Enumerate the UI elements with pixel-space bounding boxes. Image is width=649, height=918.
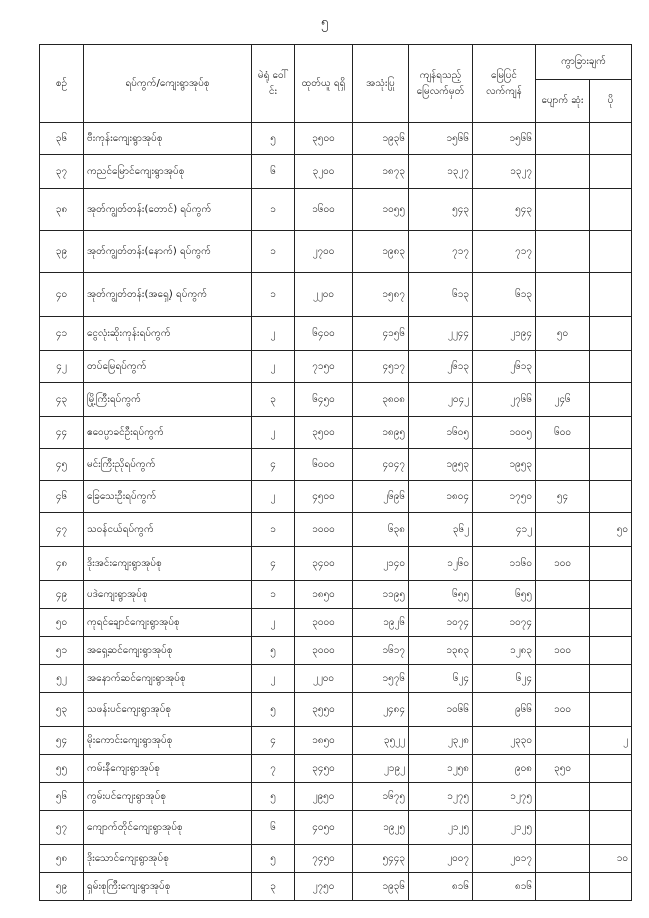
cell-name: ကွမ်းပင်ကျေးရွာအုပ်စု (84, 783, 252, 811)
cell-households: ၂ (252, 665, 295, 693)
table-row (40, 317, 632, 351)
cell-less: ၆၀၀ (536, 417, 590, 449)
cell-less (536, 845, 590, 873)
cell-more: ၁၀ (590, 845, 632, 873)
cell-remaining: ၂၀၄၂ (409, 383, 473, 417)
cell-households: ၁ (252, 189, 295, 231)
cell-no: ၅၇ (40, 811, 84, 845)
header-remaining: ကျန်ရသည့် မြေလက်မှတ် (409, 45, 473, 123)
cell-less (536, 273, 590, 317)
table-row (40, 273, 632, 317)
cell-households: ၅ (252, 845, 295, 873)
cell-balance: ၇၁၇ (473, 231, 536, 273)
cell-more (590, 155, 632, 189)
cell-name: ရှမ်းစုကြီးကျေးရွာအုပ်စု (84, 873, 252, 901)
cell-more (590, 811, 632, 845)
cell-balance: ၁၁၆၀ (473, 547, 536, 581)
cell-remaining: ၁၈၀၄ (409, 481, 473, 513)
cell-less (536, 513, 590, 547)
cell-no: ၄၈ (40, 547, 84, 581)
cell-land-area: ၃၄၀၀ (295, 547, 353, 581)
cell-used: ၄၅၁၇ (353, 351, 409, 383)
cell-land-area: ၁၆၀၀ (295, 189, 353, 231)
table-row (40, 155, 632, 189)
cell-more: ၅၀ (590, 513, 632, 547)
cell-remaining: ၂၁၂၅ (409, 811, 473, 845)
cell-no: ၄၇ (40, 513, 84, 547)
cell-more (590, 873, 632, 901)
cell-land-area: ၁၈၅၀ (295, 581, 353, 609)
cell-used: ၂၁၄၀ (353, 547, 409, 581)
cell-more (590, 665, 632, 693)
cell-land-area: ၇၁၅၀ (295, 351, 353, 383)
cell-balance: ၂၀၁၇ (473, 845, 536, 873)
cell-more (590, 123, 632, 155)
cell-balance: ၆၁၃ (473, 273, 536, 317)
table-row (40, 189, 632, 231)
cell-name: ဒိုးအင်းကျေးရွာအုပ်စု (84, 547, 252, 581)
header-no: စဉ် (40, 45, 84, 123)
cell-used: ၃၈၀၈ (353, 383, 409, 417)
cell-less (536, 123, 590, 155)
cell-remaining: ၂၆၁၃ (409, 351, 473, 383)
cell-less (536, 231, 590, 273)
cell-remaining: ၁၂၅၈ (409, 755, 473, 783)
cell-less: ၅၄ (536, 481, 590, 513)
cell-balance: ၂၁၉၄ (473, 317, 536, 351)
cell-used: ၁၉၂၆ (353, 609, 409, 637)
cell-land-area: ၁၀၀၀ (295, 513, 353, 547)
cell-households: ၂ (252, 609, 295, 637)
cell-name: ဒိုးသောင်ကျေးရွာအုပ်စု (84, 845, 252, 873)
cell-land-area: ၃၅၅၀ (295, 693, 353, 727)
header-difference: ကွာခြားချက် (536, 45, 632, 80)
cell-less (536, 189, 590, 231)
cell-used: ၁၆၁၇ (353, 637, 409, 665)
cell-remaining: ၁၃၈၃ (409, 637, 473, 665)
cell-more (590, 189, 632, 231)
table-body (40, 123, 632, 901)
cell-no: ၃၇ (40, 155, 84, 189)
cell-land-area: ၁၈၅၀ (295, 727, 353, 755)
cell-balance: ၁၀၇၄ (473, 609, 536, 637)
cell-remaining: ၆၂၄ (409, 665, 473, 693)
cell-households: ၃ (252, 873, 295, 901)
cell-no: ၄၂ (40, 351, 84, 383)
cell-no: ၅၄ (40, 727, 84, 755)
page-number: ၅ (320, 15, 329, 30)
cell-households: ၆ (252, 811, 295, 845)
cell-remaining: ၁၂၆၀ (409, 547, 473, 581)
cell-used: ၁၅၈၇ (353, 273, 409, 317)
cell-name: မင်းကြီးညိုရပ်ကွက် (84, 449, 252, 481)
cell-land-area: ၇၄၅၀ (295, 845, 353, 873)
cell-more (590, 481, 632, 513)
cell-used: ၂၆၉၆ (353, 481, 409, 513)
cell-name: သဝန်ငယ်ရပ်ကွက် (84, 513, 252, 547)
cell-less (536, 155, 590, 189)
cell-balance: ၂၇၆၆ (473, 383, 536, 417)
table-row (40, 417, 632, 449)
cell-balance: ၄၁၂ (473, 513, 536, 547)
cell-less: ၂၄၆ (536, 383, 590, 417)
cell-land-area: ၂၇၀၀ (295, 231, 353, 273)
table-row (40, 693, 632, 727)
cell-more (590, 783, 632, 811)
cell-less (536, 609, 590, 637)
table-row (40, 231, 632, 273)
cell-more (590, 693, 632, 727)
cell-balance: ၆၅၅ (473, 581, 536, 609)
cell-remaining: ၁၆၀၅ (409, 417, 473, 449)
allocation-table (39, 44, 632, 901)
cell-name: သဖန်းပင်ကျေးရွာအုပ်စု (84, 693, 252, 727)
cell-used: ၁၉၃၆ (353, 873, 409, 901)
cell-remaining: ၁၉၅၃ (409, 449, 473, 481)
header-name: ရပ်ကွက်/ကျေးရွာအုပ်စု (84, 45, 252, 123)
cell-remaining: ၆၅၅ (409, 581, 473, 609)
cell-name: မိုးကောင်းကျေးရွာအုပ်စု (84, 727, 252, 755)
cell-households: ၂ (252, 481, 295, 513)
cell-name: ကုရင်ချောင်ကျေးရွာအုပ်စု (84, 609, 252, 637)
cell-used: ၁၈၉၅ (353, 417, 409, 449)
cell-used: ၃၅၂၂ (353, 727, 409, 755)
cell-no: ၃၆ (40, 123, 84, 155)
cell-remaining: ၁၀၆၆ (409, 693, 473, 727)
cell-no: ၅၃ (40, 693, 84, 727)
table-row (40, 873, 632, 901)
cell-more (590, 417, 632, 449)
cell-remaining: ၇၁၇ (409, 231, 473, 273)
cell-remaining: ၅၄၃ (409, 189, 473, 231)
cell-used: ၂၁၉၂ (353, 755, 409, 783)
cell-name: အရှေ့ဆင်ကျေးရွာအုပ်စု (84, 637, 252, 665)
header-households: မဲရုံ ဝေါ်င်း (252, 45, 295, 123)
cell-households: ၅ (252, 783, 295, 811)
cell-used: ၄၁၅၆ (353, 317, 409, 351)
table-row (40, 609, 632, 637)
cell-less: ၁၀၀ (536, 637, 590, 665)
table-row (40, 351, 632, 383)
cell-remaining: ၂၀၀၇ (409, 845, 473, 873)
table-row (40, 845, 632, 873)
cell-balance: ၆၂၄ (473, 665, 536, 693)
cell-no: ၅၅ (40, 755, 84, 783)
cell-less (536, 665, 590, 693)
cell-households: ၄ (252, 727, 295, 755)
cell-used: ၆၃၈ (353, 513, 409, 547)
cell-more (590, 449, 632, 481)
cell-balance: ၁၇၅၀ (473, 481, 536, 513)
cell-name: ကညင်မြောင်ကျေးရွာအုပ်စု (84, 155, 252, 189)
cell-name: တပ်မြေရပ်ကွက် (84, 351, 252, 383)
cell-no: ၄၁ (40, 317, 84, 351)
cell-land-area: ၆၄၀၀ (295, 317, 353, 351)
cell-households: ၄ (252, 449, 295, 481)
cell-land-area: ၆၀၀၀ (295, 449, 353, 481)
cell-used: ၁၉၂၅ (353, 811, 409, 845)
cell-balance: ၁၃၂၇ (473, 155, 536, 189)
cell-no: ၅၂ (40, 665, 84, 693)
cell-used: ၂၄၈၄ (353, 693, 409, 727)
cell-name: ပဒဲကျေးရွာအုပ်စု (84, 581, 252, 609)
header-used: အသုံးပြု (353, 45, 409, 123)
cell-households: ၁ (252, 581, 295, 609)
cell-less (536, 783, 590, 811)
cell-used: ၁၉၈၃ (353, 231, 409, 273)
cell-remaining: ၈၁၆ (409, 873, 473, 901)
cell-name: ဗီးကုန်းကျေးရွာအုပ်စု (84, 123, 252, 155)
cell-more (590, 273, 632, 317)
cell-no: ၅၉ (40, 873, 84, 901)
cell-used: ၁၈၇၃ (353, 155, 409, 189)
cell-households: ၅ (252, 693, 295, 727)
cell-used: ၅၄၄၃ (353, 845, 409, 873)
cell-less (536, 811, 590, 845)
cell-balance: ၁၂၈၃ (473, 637, 536, 665)
cell-less: ၅၀ (536, 317, 590, 351)
cell-no: ၄၄ (40, 417, 84, 449)
cell-used: ၁၁၉၅ (353, 581, 409, 609)
cell-no: ၃၈ (40, 189, 84, 231)
cell-name: ကမ်းနီကျေးရွာအုပ်စု (84, 755, 252, 783)
header-land-area: ထုတ်ယူ ရရှိ (295, 45, 353, 123)
cell-households: ၁ (252, 273, 295, 317)
cell-balance: ၁၉၅၃ (473, 449, 536, 481)
cell-land-area: ၄၀၅၀ (295, 811, 353, 845)
cell-households: ၆ (252, 155, 295, 189)
cell-households: ၄ (252, 547, 295, 581)
cell-more (590, 609, 632, 637)
cell-name: ကျောက်တိုင်ကျေးရွာအုပ်စု (84, 811, 252, 845)
table-row (40, 811, 632, 845)
cell-households: ၁ (252, 231, 295, 273)
cell-land-area: ၃၅၀၀ (295, 417, 353, 449)
cell-no: ၄၅ (40, 449, 84, 481)
cell-households: ၅ (252, 637, 295, 665)
cell-remaining: ၁၂၇၅ (409, 783, 473, 811)
table-row (40, 383, 632, 417)
cell-households: ၁ (252, 513, 295, 547)
header-less: ပျောက် ဆုံး (536, 80, 590, 123)
cell-households: ၅ (252, 123, 295, 155)
cell-balance: ၂၁၂၅ (473, 811, 536, 845)
table-row (40, 547, 632, 581)
cell-less: ၃၅၀ (536, 755, 590, 783)
cell-households: ၇ (252, 755, 295, 783)
cell-used: ၄၀၄၇ (353, 449, 409, 481)
cell-more (590, 547, 632, 581)
cell-name: ငွေလုံးဆိုးကုန်းရပ်ကွက် (84, 317, 252, 351)
cell-more (590, 231, 632, 273)
table-row (40, 755, 632, 783)
cell-land-area: ၃၅၀၀ (295, 123, 353, 155)
cell-households: ၃ (252, 383, 295, 417)
table-row (40, 783, 632, 811)
cell-no: ၄၃ (40, 383, 84, 417)
table-row (40, 513, 632, 547)
header-balance: မြေပြင် လက်ကျန် (473, 45, 536, 123)
cell-remaining: ၂၃၂၈ (409, 727, 473, 755)
cell-land-area: ၃၄၅၀ (295, 755, 353, 783)
table-row (40, 665, 632, 693)
cell-balance: ၂၆၁၃ (473, 351, 536, 383)
table-row (40, 449, 632, 481)
cell-remaining: ၁၅၆၆ (409, 123, 473, 155)
cell-less (536, 449, 590, 481)
header-row (40, 45, 632, 80)
cell-balance: ၂၃၃၀ (473, 727, 536, 755)
cell-name: ခြေသေးဦးရပ်ကွက် (84, 481, 252, 513)
cell-used: ၁၉၃၆ (353, 123, 409, 155)
cell-land-area: ၄၅၀၀ (295, 481, 353, 513)
cell-balance: ၁၅၆၆ (473, 123, 536, 155)
cell-no: ၅၈ (40, 845, 84, 873)
cell-balance: ၅၄၃ (473, 189, 536, 231)
cell-remaining: ၃၆၂ (409, 513, 473, 547)
header-more: ပို (590, 80, 632, 123)
cell-name: ဧဝေပ္ပာခင်ဦးရပ်ကွက် (84, 417, 252, 449)
cell-less (536, 351, 590, 383)
cell-more (590, 637, 632, 665)
cell-land-area: ၂၉၅၀ (295, 783, 353, 811)
cell-less (536, 873, 590, 901)
cell-land-area: ၂၇၅၀ (295, 873, 353, 901)
cell-more: ၂ (590, 727, 632, 755)
cell-land-area: ၃၀၀၀ (295, 637, 353, 665)
cell-remaining: ၂၂၄၄ (409, 317, 473, 351)
cell-land-area: ၃၀၀၀ (295, 609, 353, 637)
table-row (40, 123, 632, 155)
cell-land-area: ၂၂၀၀ (295, 665, 353, 693)
cell-balance: ၈၁၆ (473, 873, 536, 901)
cell-balance: ၉၀၈ (473, 755, 536, 783)
cell-balance: ၁၀၀၅ (473, 417, 536, 449)
cell-land-area: ၃၂၀၀ (295, 155, 353, 189)
cell-less: ၁၀၀ (536, 693, 590, 727)
cell-land-area: ၂၂၀၀ (295, 273, 353, 317)
cell-used: ၁၀၅၅ (353, 189, 409, 231)
cell-name: အုတ်ကျွတ်တန်း(တောင်) ရပ်ကွက် (84, 189, 252, 231)
cell-remaining: ၁၀၇၄ (409, 609, 473, 637)
cell-no: ၄၉ (40, 581, 84, 609)
cell-no: ၅၀ (40, 609, 84, 637)
table-row (40, 637, 632, 665)
cell-name: မြို့ကြီးရပ်ကွက် (84, 383, 252, 417)
cell-less (536, 581, 590, 609)
cell-no: ၅၁ (40, 637, 84, 665)
cell-households: ၂ (252, 317, 295, 351)
cell-no: ၃၉ (40, 231, 84, 273)
cell-no: ၄၀ (40, 273, 84, 317)
cell-name: အုတ်ကျွတ်တန်း(နောက်) ရပ်ကွက် (84, 231, 252, 273)
cell-used: ၁၆၇၅ (353, 783, 409, 811)
cell-remaining: ၁၃၂၇ (409, 155, 473, 189)
cell-more (590, 351, 632, 383)
cell-more (590, 755, 632, 783)
cell-balance: ၉၆၆ (473, 693, 536, 727)
table-row (40, 581, 632, 609)
cell-balance: ၁၂၇၅ (473, 783, 536, 811)
cell-households: ၂ (252, 351, 295, 383)
cell-no: ၄၆ (40, 481, 84, 513)
cell-used: ၁၅၇၆ (353, 665, 409, 693)
cell-less (536, 727, 590, 755)
table-row (40, 481, 632, 513)
cell-no: ၅၆ (40, 783, 84, 811)
cell-more (590, 383, 632, 417)
cell-less: ၁၀၀ (536, 547, 590, 581)
cell-remaining: ၆၁၃ (409, 273, 473, 317)
cell-more (590, 317, 632, 351)
cell-name: အုတ်ကျွတ်တန်း(အရှေ့) ရပ်ကွက် (84, 273, 252, 317)
cell-more (590, 581, 632, 609)
table-row (40, 727, 632, 755)
cell-households: ၂ (252, 417, 295, 449)
cell-name: အနောက်ဆင်ကျေးရွာအုပ်စု (84, 665, 252, 693)
cell-land-area: ၆၄၅၀ (295, 383, 353, 417)
